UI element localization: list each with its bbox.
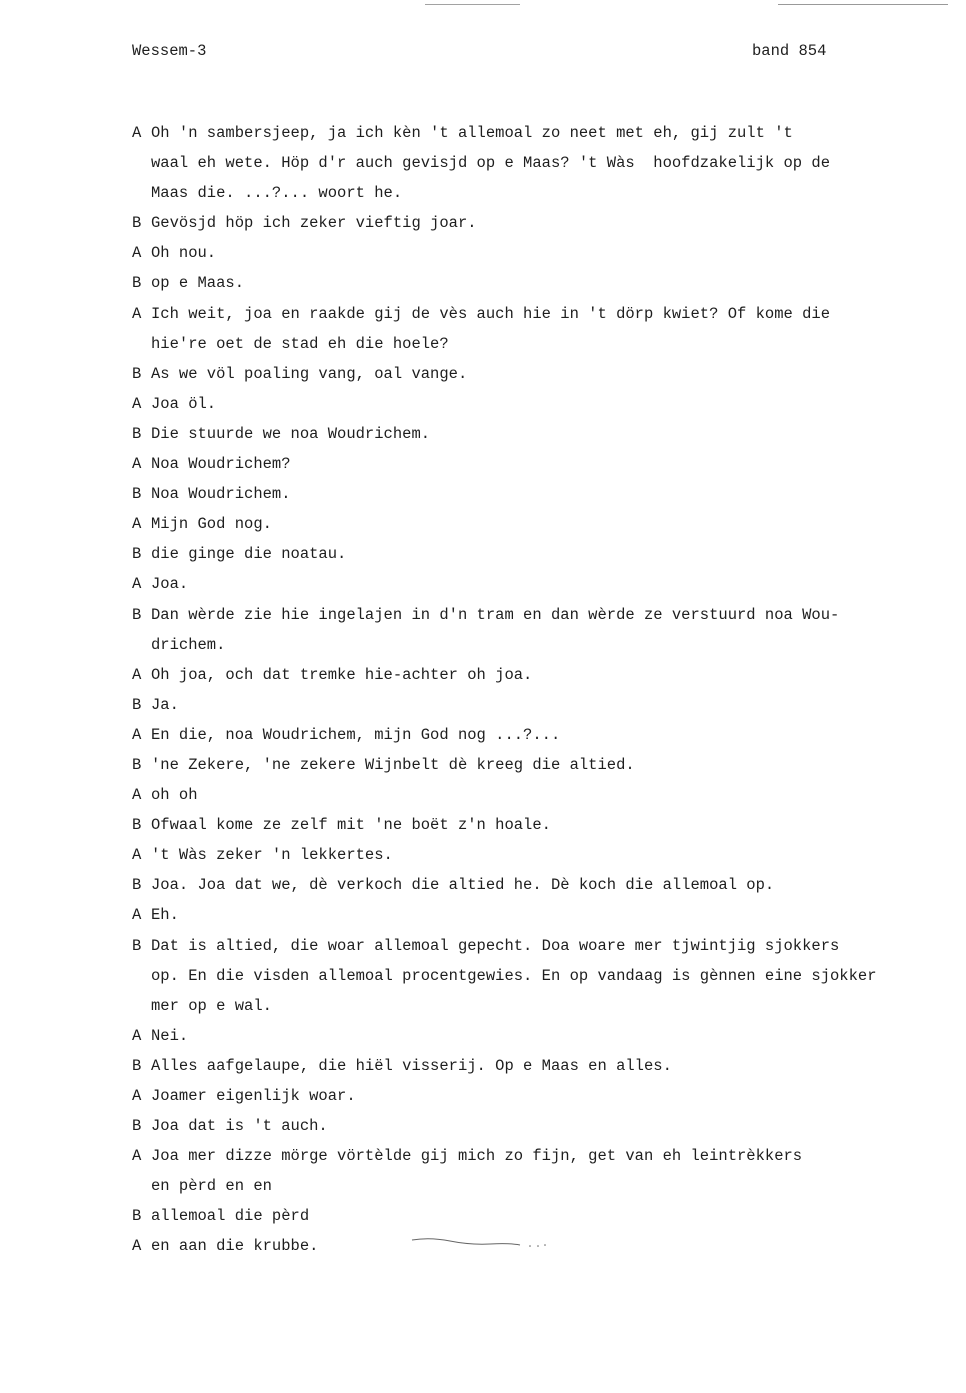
speaker-label: B <box>132 485 142 504</box>
transcript-turn <box>132 1021 932 1051</box>
transcript-turn <box>132 1141 932 1201</box>
utterance-line: 'ne Zekere, 'ne zekere Wijnbelt dè kreeg die altied. <box>151 755 635 774</box>
speaker-label: A <box>132 455 142 474</box>
utterance-line: allemoal die pèrd <box>151 1207 310 1226</box>
transcript-turn <box>132 720 932 750</box>
utterance-line: Joamer eigenlijk woar. <box>151 1087 356 1105</box>
transcript-turn <box>132 900 932 930</box>
utterance-line: Eh. <box>151 906 179 925</box>
transcript-turn <box>132 1081 932 1111</box>
speaker-label: B <box>132 755 142 774</box>
utterance-text <box>151 539 932 569</box>
utterance-line: en pèrd en en <box>151 1177 272 1196</box>
speaker-label: B <box>132 695 142 714</box>
speaker-label: A <box>132 846 142 865</box>
utterance-line: Die stuurde we noa Woudrichem. <box>151 424 431 443</box>
transcript-turn <box>132 780 932 810</box>
utterance-line: Oh joa, och dat tremke hie-achter oh joa. <box>151 665 533 684</box>
utterance-line: drichem. <box>151 635 226 654</box>
utterance-text <box>151 660 932 690</box>
speaker-label: B <box>132 876 142 895</box>
utterance-line: Mijn God nog. <box>151 515 272 534</box>
utterance-line: Ich weit, joa en raakde gij de vès auch hie in 't dörp kwiet? Of kome die <box>151 304 831 323</box>
utterance-text <box>151 1141 932 1201</box>
speaker-label: B <box>132 214 142 233</box>
speaker-label: B <box>132 816 142 835</box>
utterance-line: Nei. <box>151 1026 189 1045</box>
transcript-turn <box>132 419 932 449</box>
utterance-text <box>151 238 932 268</box>
speaker-label: A <box>132 304 142 323</box>
transcript-turn <box>132 1201 932 1231</box>
transcript-turn <box>132 359 932 389</box>
end-squiggle-mark <box>410 1234 550 1250</box>
utterance-line: die ginge die noatau. <box>151 545 347 564</box>
utterance-line: waal eh wete. Höp d'r auch gevisjd op e Maas? 't Wàs hoofdzakelijk op de <box>151 154 831 173</box>
transcript-turn <box>132 118 932 208</box>
transcript-turn <box>132 449 932 479</box>
utterance-text <box>151 1051 932 1081</box>
transcript-turn <box>132 268 932 298</box>
header-tape-number: band 854 <box>752 42 827 60</box>
utterance-text <box>151 449 932 479</box>
utterance-text <box>151 479 932 509</box>
speaker-label: B <box>132 605 142 624</box>
speaker-label: B <box>132 274 142 293</box>
transcript-turn <box>132 208 932 238</box>
transcript-turn <box>132 1111 932 1141</box>
utterance-line: oh oh <box>151 786 198 805</box>
transcript-turn <box>132 299 932 359</box>
utterance-line: Noa Woudrichem? <box>151 455 291 474</box>
speaker-label: B <box>132 1056 142 1075</box>
top-edge-mark <box>778 4 948 5</box>
utterance-line: Joa. Joa dat we, dè verkoch die altied he. Dè koch die allemoal op. <box>151 876 775 895</box>
utterance-line: en aan die krubbe. <box>151 1237 319 1256</box>
utterance-text <box>151 720 932 750</box>
utterance-line: Maas die. ...?... woort he. <box>151 184 403 203</box>
transcript-turn <box>132 479 932 509</box>
utterance-text <box>151 900 932 930</box>
speaker-label: A <box>132 725 142 744</box>
speaker-label: A <box>132 124 142 142</box>
speaker-label: A <box>132 1087 142 1105</box>
speaker-label: B <box>132 424 142 443</box>
utterance-text <box>151 1111 932 1141</box>
top-edge-mark <box>425 4 520 5</box>
speaker-label: A <box>132 515 142 534</box>
utterance-text <box>151 1201 932 1231</box>
transcript-turn <box>132 660 932 690</box>
utterance-text <box>151 750 932 780</box>
speaker-label: A <box>132 394 142 413</box>
transcript-body <box>132 118 932 1262</box>
utterance-text <box>151 299 932 359</box>
utterance-line: As we völ poaling vang, oal vange. <box>151 364 468 383</box>
utterance-line: Joa öl. <box>151 394 217 413</box>
speaker-label: B <box>132 545 142 564</box>
speaker-label: A <box>132 244 142 263</box>
utterance-text <box>151 389 932 419</box>
utterance-line: Joa dat is 't auch. <box>151 1117 328 1136</box>
utterance-line: op e Maas. <box>151 274 245 293</box>
speaker-label: B <box>132 1207 142 1226</box>
speaker-label: B <box>132 936 142 955</box>
utterance-line: Gevösjd höp ich zeker vieftig joar. <box>151 214 477 233</box>
transcript-turn <box>132 810 932 840</box>
speaker-label: A <box>132 1026 142 1045</box>
utterance-text <box>151 419 932 449</box>
speaker-label: B <box>132 364 142 383</box>
utterance-line: mer op e wal. <box>151 996 272 1015</box>
utterance-text <box>151 118 932 208</box>
utterance-line: En die, noa Woudrichem, mijn God nog ...?... <box>151 725 561 744</box>
utterance-line: Oh nou. <box>151 244 217 263</box>
utterance-text <box>151 780 932 810</box>
transcript-turn <box>132 509 932 539</box>
speaker-label: A <box>132 786 142 805</box>
speaker-label: A <box>132 906 142 925</box>
transcript-turn <box>132 600 932 660</box>
utterance-text <box>151 569 932 599</box>
transcript-turn <box>132 238 932 268</box>
header-location: Wessem-3 <box>132 42 207 60</box>
utterance-text <box>151 810 932 840</box>
utterance-line: Dat is altied, die woar allemoal gepecht. Doa woare mer tjwintjig sjokkers <box>151 936 840 955</box>
utterance-text <box>151 870 932 900</box>
utterance-text <box>151 931 932 1021</box>
transcript-turn <box>132 931 932 1021</box>
utterance-line: hie're oet de stad eh die hoele? <box>151 334 449 353</box>
utterance-line: Ofwaal kome ze zelf mit 'ne boët z'n hoale. <box>151 816 551 835</box>
speaker-label: B <box>132 1117 142 1136</box>
utterance-line: Ja. <box>151 695 179 714</box>
utterance-line: op. En die visden allemoal procentgewies. En op vandaag is gènnen eine sjokker <box>151 966 877 985</box>
utterance-line: Dan wèrde zie hie ingelajen in d'n tram en dan wèrde ze verstuurd noa Wou- <box>151 605 840 624</box>
transcript-turn <box>132 389 932 419</box>
utterance-text <box>151 600 932 660</box>
transcript-turn <box>132 690 932 720</box>
utterance-line: Noa Woudrichem. <box>151 485 291 504</box>
utterance-text <box>151 1081 932 1111</box>
utterance-text <box>151 509 932 539</box>
speaker-label: A <box>132 1237 142 1256</box>
utterance-text <box>151 208 932 238</box>
transcript-turn <box>132 870 932 900</box>
transcript-turn <box>132 840 932 870</box>
speaker-label: A <box>132 665 142 684</box>
utterance-line: Joa mer dizze mörge vörtèlde gij mich zo fijn, get van eh leintrèkkers <box>151 1147 803 1166</box>
utterance-line: Joa. <box>151 575 189 594</box>
utterance-text <box>151 690 932 720</box>
speaker-label: A <box>132 575 142 594</box>
utterance-text <box>151 1021 932 1051</box>
transcript-turn <box>132 1051 932 1081</box>
transcript-turn <box>132 750 932 780</box>
transcript-turn <box>132 539 932 569</box>
utterance-text <box>151 840 932 870</box>
transcript-turn <box>132 569 932 599</box>
utterance-line: 't Wàs zeker 'n lekkertes. <box>151 846 393 865</box>
utterance-line: Oh 'n sambersjeep, ja ich kèn 't allemoal zo neet met eh, gij zult 't <box>151 124 793 142</box>
utterance-text <box>151 268 932 298</box>
utterance-line: Alles aafgelaupe, die hiël visserij. Op e Maas en alles. <box>151 1056 672 1075</box>
speaker-label: A <box>132 1147 142 1166</box>
utterance-text <box>151 359 932 389</box>
